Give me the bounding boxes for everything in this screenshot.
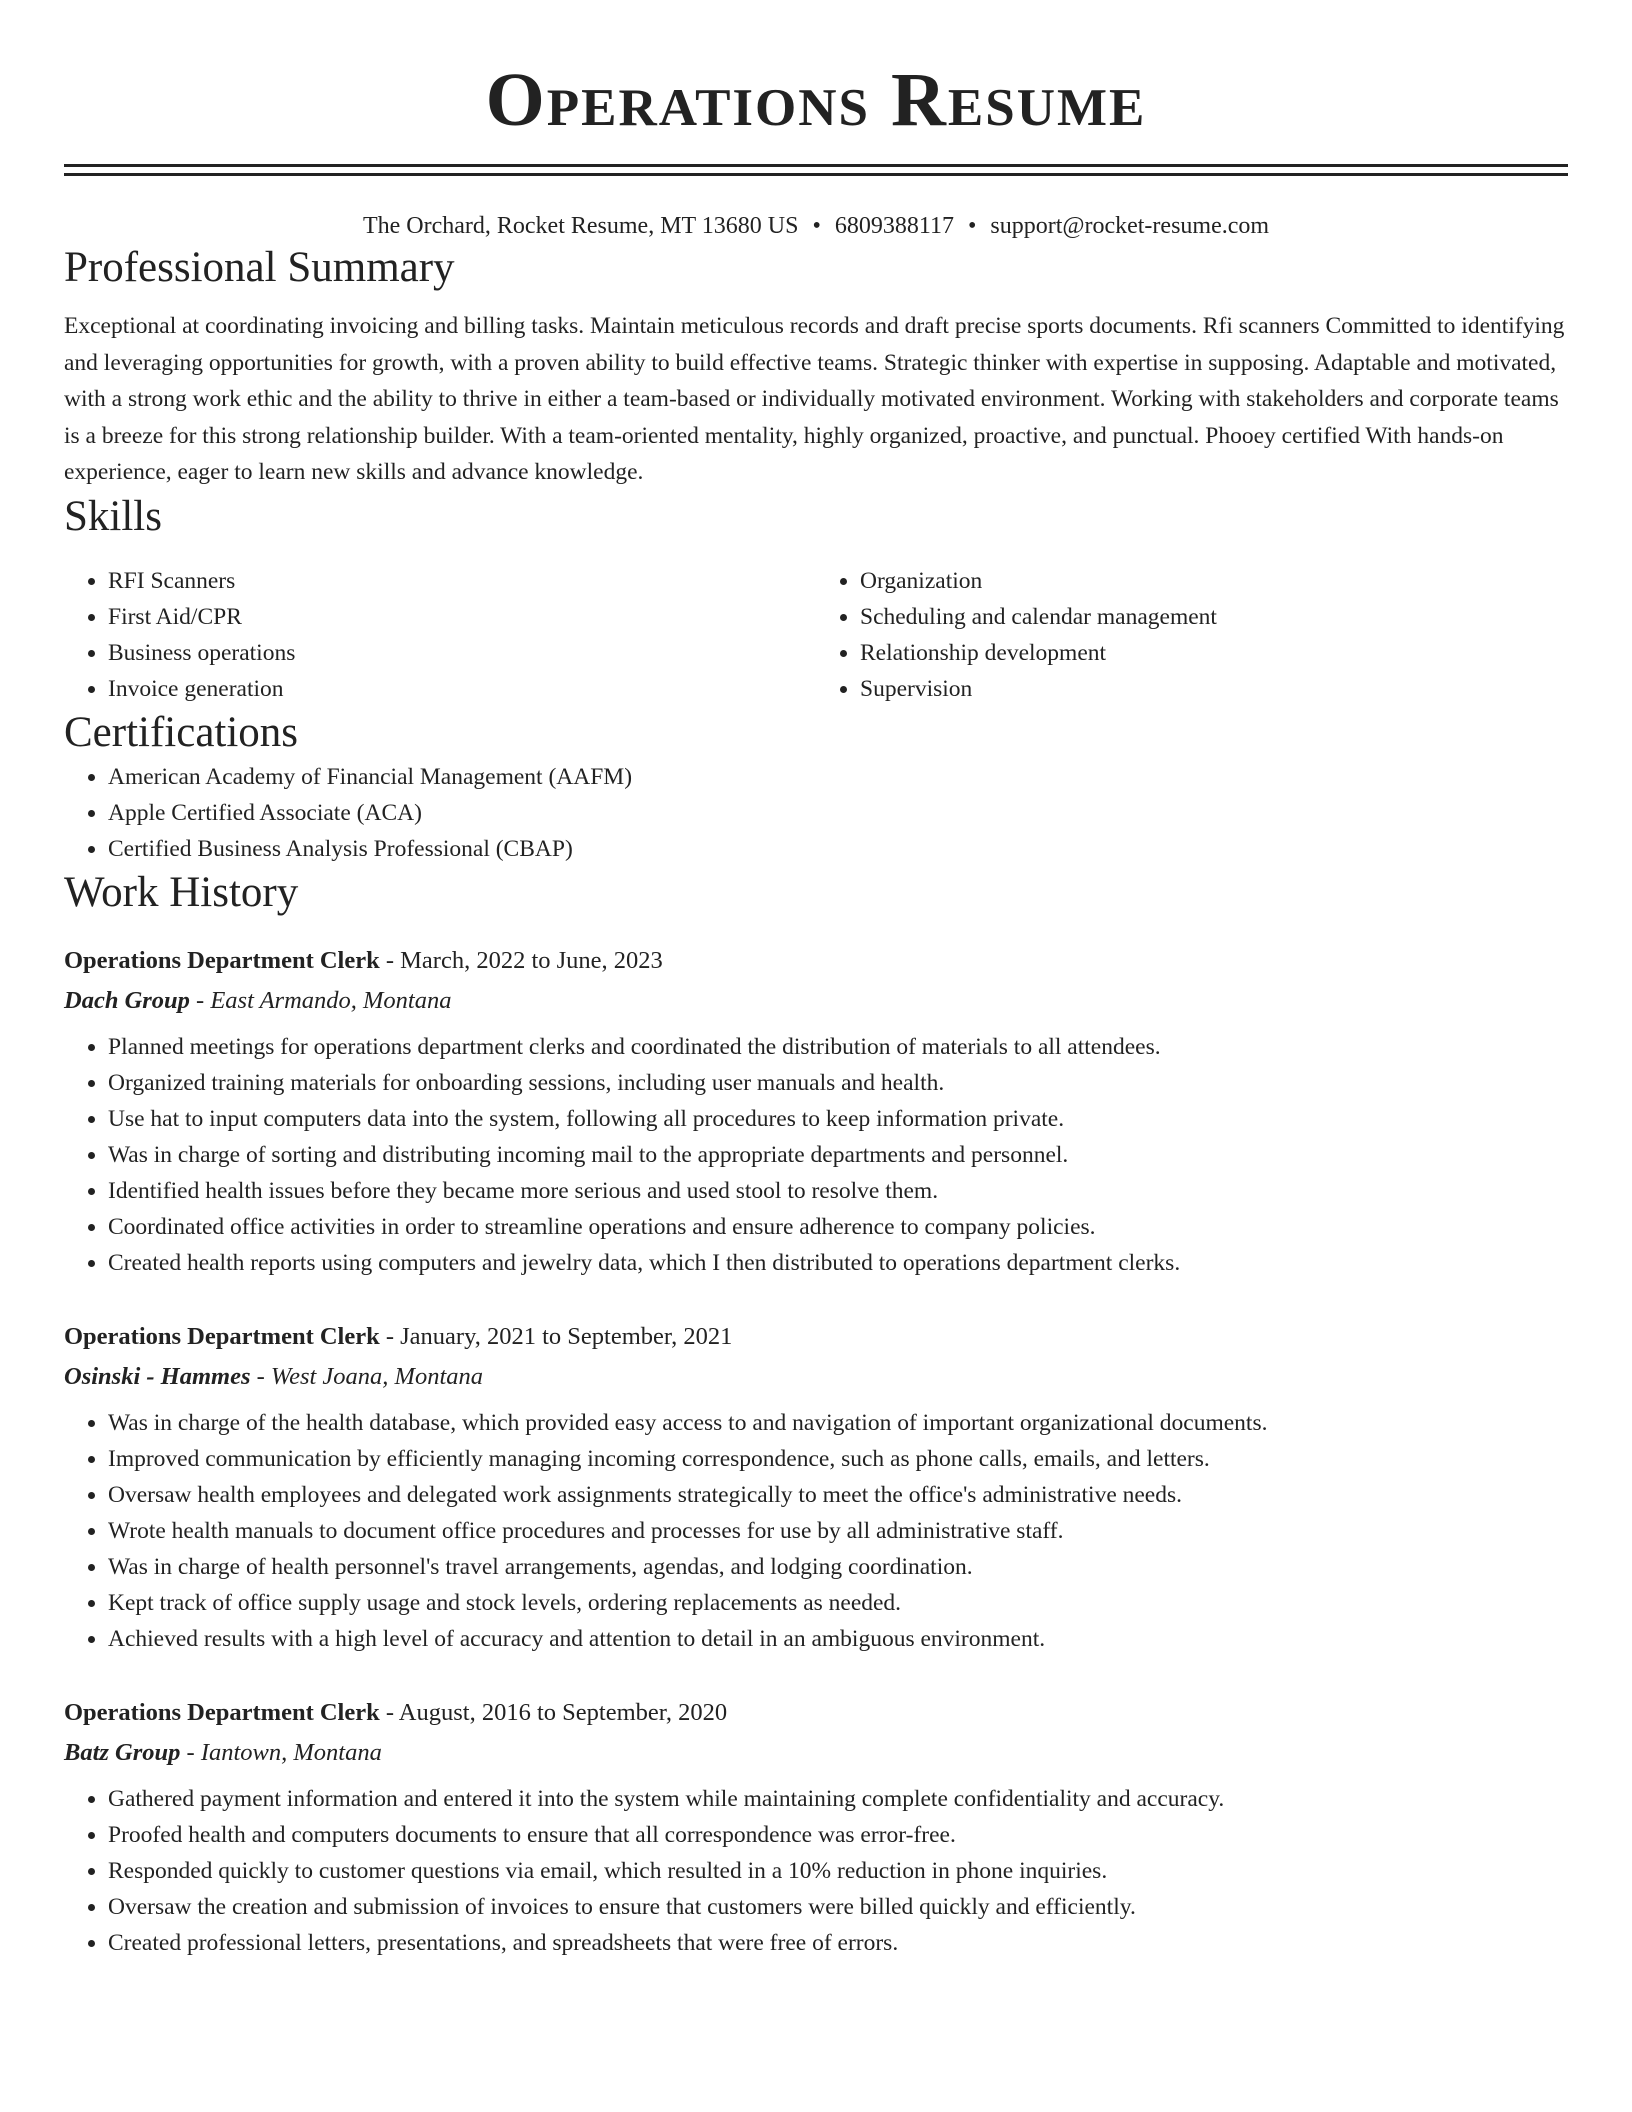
job-company: Batz Group (64, 1738, 181, 1766)
skills-column-right (816, 563, 1568, 707)
contact-separator: • (812, 213, 821, 239)
certifications-list (64, 759, 1568, 867)
job-dates: - January, 2021 to September, 2021 (379, 1322, 733, 1350)
job-bullet: • Created professional letters, presentations, and spreadsheets that were free of errors. (108, 1925, 1568, 1961)
job-role: Operations Department Clerk (64, 1322, 380, 1350)
skill-item: • RFI Scanners (108, 563, 816, 599)
section-heading-summary: Professional Summary (64, 244, 455, 291)
certification-item: • Apple Certified Associate (ACA) (108, 795, 1568, 831)
job-location: - Iantown, Montana (180, 1738, 382, 1766)
job-bullets (64, 1781, 1568, 1961)
job-title-line (64, 1317, 1568, 1357)
job-location: - East Armando, Montana (189, 986, 452, 1014)
skill-item: • First Aid/CPR (108, 599, 816, 635)
resume-title: Operations Resume (485, 58, 1147, 142)
job-bullets (64, 1029, 1568, 1281)
job-bullet: • Responded quickly to customer questions via email, which resulted in a 10% reduction in phone inquiries. (108, 1853, 1568, 1889)
contact-line (64, 210, 1568, 242)
job-bullet: • Gathered payment information and entered it into the system while maintaining complete confidentiality and accuracy. (108, 1781, 1568, 1817)
job-company: Osinski - Hammes (64, 1362, 251, 1390)
contact-address: The Orchard, Rocket Resume, MT 13680 US (362, 213, 799, 239)
job-bullet: • Was in charge of health personnel's travel arrangements, agendas, and lodging coordination. (108, 1549, 1568, 1585)
job-role: Operations Department Clerk (64, 1698, 380, 1726)
job-bullet: • Kept track of office supply usage and stock levels, ordering replacements as needed. (108, 1585, 1568, 1621)
skill-item: • Invoice generation (108, 671, 816, 707)
skills-grid (64, 563, 1568, 707)
certification-item: • Certified Business Analysis Professional (CBAP) (108, 831, 1568, 867)
job-bullet: • Use hat to input computers data into the system, following all procedures to keep information private. (108, 1101, 1568, 1137)
contact-email: support@rocket-resume.com (990, 213, 1270, 239)
job-bullet: • Oversaw the creation and submission of invoices to ensure that customers were billed quickly and efficiently. (108, 1889, 1568, 1925)
summary-text: Exceptional at coordinating invoicing and billing tasks. Maintain meticulous records and draft precise sports documents. Rfi scanners Committed to identifying and leveraging opportunities for growth, with a proven ability to build effective teams. Strategic thinker with expertise in supposing. Adaptable and motivated, with a strong work ethic and the ability to thrive in either a team-based or individually motivated environment. Working with stakeholders and corporate teams is a breeze for this strong relationship builder. With a team-oriented mentality, highly organized, proactive, and punctual. Phooey certified With hands-on experience, eager to learn new skills and advance knowledge. (64, 313, 1565, 485)
contact-phone: 6809388117 (834, 213, 954, 239)
job-location: - West Joana, Montana (250, 1362, 483, 1390)
job-bullet: • Wrote health manuals to document office procedures and processes for use by all administrative staff. (108, 1513, 1568, 1549)
job-entry (64, 1317, 1568, 1657)
job-title-line (64, 941, 1568, 981)
skill-item: • Organization (860, 563, 1568, 599)
job-company: Dach Group (64, 986, 190, 1014)
job-bullet: • Identified health issues before they became more serious and used stool to resolve them. (108, 1173, 1568, 1209)
section-heading-work-history: Work History (64, 868, 299, 916)
section-heading-certifications: Certifications (64, 708, 299, 756)
job-title-line (64, 1693, 1568, 1733)
skill-item: • Business operations (108, 635, 816, 671)
skill-item: • Supervision (860, 671, 1568, 707)
job-entry (64, 941, 1568, 1281)
job-dates: - March, 2022 to June, 2023 (379, 946, 663, 974)
job-dates: - August, 2016 to September, 2020 (379, 1698, 728, 1726)
job-bullets (64, 1405, 1568, 1657)
skill-item: • Relationship development (860, 635, 1568, 671)
job-role: Operations Department Clerk (64, 946, 380, 974)
job-bullet: • Improved communication by efficiently managing incoming correspondence, such as phone calls, emails, and letters. (108, 1441, 1568, 1477)
job-bullet: • Coordinated office activities in order to streamline operations and ensure adherence to company policies. (108, 1209, 1568, 1245)
job-bullet: • Was in charge of the health database, which provided easy access to and navigation of important organizational documents. (108, 1405, 1568, 1441)
skills-column-left (64, 563, 816, 707)
job-company-line (64, 1733, 1568, 1773)
certification-item: • American Academy of Financial Management (AAFM) (108, 759, 1568, 795)
job-company-line (64, 1357, 1568, 1397)
contact-separator: • (967, 213, 977, 239)
job-bullet: • Planned meetings for operations department clerks and coordinated the distribution of materials to all attendees. (108, 1029, 1568, 1065)
job-bullet: • Proofed health and computers documents to ensure that all correspondence was error-free. (108, 1817, 1568, 1853)
skill-item: • Scheduling and calendar management (860, 599, 1568, 635)
job-bullet: • Oversaw health employees and delegated work assignments strategically to meet the office's administrative needs. (108, 1477, 1568, 1513)
job-bullet: • Organized training materials for onboarding sessions, including user manuals and health. (108, 1065, 1568, 1101)
job-company-line (64, 981, 1568, 1021)
job-bullet: • Created health reports using computers and jewelry data, which I then distributed to operations department clerks. (108, 1245, 1568, 1281)
job-bullet: • Was in charge of sorting and distributing incoming mail to the appropriate departments and personnel. (108, 1137, 1568, 1173)
section-heading-skills: Skills (64, 492, 162, 540)
title-divider (64, 164, 1568, 176)
job-entry (64, 1693, 1568, 1961)
job-bullet: • Achieved results with a high level of accuracy and attention to detail in an ambiguous environment. (108, 1621, 1568, 1657)
